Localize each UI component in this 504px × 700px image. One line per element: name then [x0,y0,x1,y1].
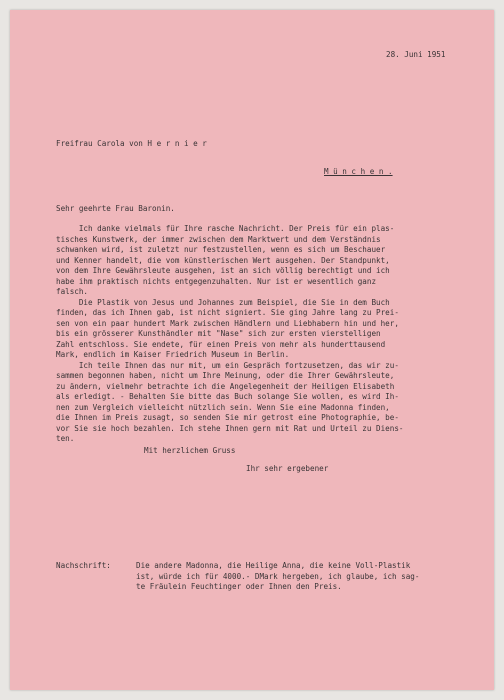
body-line: zu ändern, vielmehr betrachte ich die Angelegenheit der Heiligen Elisabeth [56,381,395,391]
body-line: und Kenner handelt, die vom künstlerischen Wert ausgehen. Der Standpunkt, [56,255,390,265]
body-line: vor Sie sie hoch bezahlen. Ich stehe Ihnen gern mit Rat und Urteil zu Diens- [56,423,404,433]
body-line: als erledigt. - Behalten Sie bitte das Buch solange Sie wollen, es wird Ih- [56,392,399,401]
postscript-line: te Fräulein Feuchtinger oder Ihnen den Preis. [136,582,342,591]
body-line: sen von ein paar hundert Mark zwischen Händlern und Liebhabern hin und her, [56,318,399,328]
body-line: Mark, endlich im Kaiser Friedrich Museum in Berlin. [56,350,290,359]
closing-signoff: Ihr sehr ergebener [246,464,329,473]
salutation: Sehr geehrte Frau Baronin. [56,204,175,213]
closing-greeting: Mit herzlichem Gruss [144,446,236,455]
postscript-label: Nachschrift: [56,561,111,570]
body-line: tisches Kunstwerk, der immer zwischen dem Marktwert und dem Verständnis [56,234,381,244]
letter-body [56,224,403,445]
postscript-text [136,561,419,593]
body-line: ten. [56,434,75,443]
recipient-name: Freifrau Carola von H e r n i e r [56,139,207,148]
body-line: Ich teile Ihnen das nur mit, um ein Gespräch fortzusetzen, das wir zu- [56,360,399,370]
body-line: nen zum Vergleich vielleicht nützlich sein. Wenn Sie eine Madonna finden, [56,402,390,412]
body-line: Zahl entschloss. Sie endete, für einen Preis von mehr als hunderttausend [56,339,386,349]
letter-sheet [10,10,494,690]
body-line: von dem Ihre Gewährsleute ausgehen, ist an sich völlig berechtigt und ich [56,266,390,275]
body-line: falsch. [56,287,89,296]
body-line: Ich danke vielmals für Ihre rasche Nachricht. Der Preis für ein plas- [56,224,395,233]
body-line: schwanken wird, ist zuletzt nur festzustellen, wenn es sich um Beschauer [56,245,386,254]
postscript-line: Die andere Madonna, die Heilige Anna, die keine Voll-Plastik [136,561,411,570]
body-line: bis ein grösserer Kunsthändler mit "Nase" sich zur ersten vierstelligen [56,329,381,338]
letter-date: 28. Juni 1951 [386,50,446,59]
body-line: die Ihnen im Preis zusagt, so senden Sie mir getrost eine Photographie, be- [56,413,399,422]
body-line: Die Plastik von Jesus und Johannes zum Beispiel, die Sie in dem Buch [56,297,390,307]
recipient-city: M ü n c h e n . [324,167,393,176]
postscript-line: ist, würde ich für 4000.- DMark hergeben, ich glaube, ich sag- [136,571,420,581]
body-line: sammen begonnen haben, nicht um Ihre Meinung, oder die Ihrer Gewährsleute, [56,371,395,380]
body-line: finden, das ich Ihnen gab, ist nicht signiert. Sie ging Jahre lang zu Prei- [56,308,399,317]
body-line: habe ihm praktisch nichts entgegenzuhalten. Nur ist er wesentlich ganz [56,276,377,286]
